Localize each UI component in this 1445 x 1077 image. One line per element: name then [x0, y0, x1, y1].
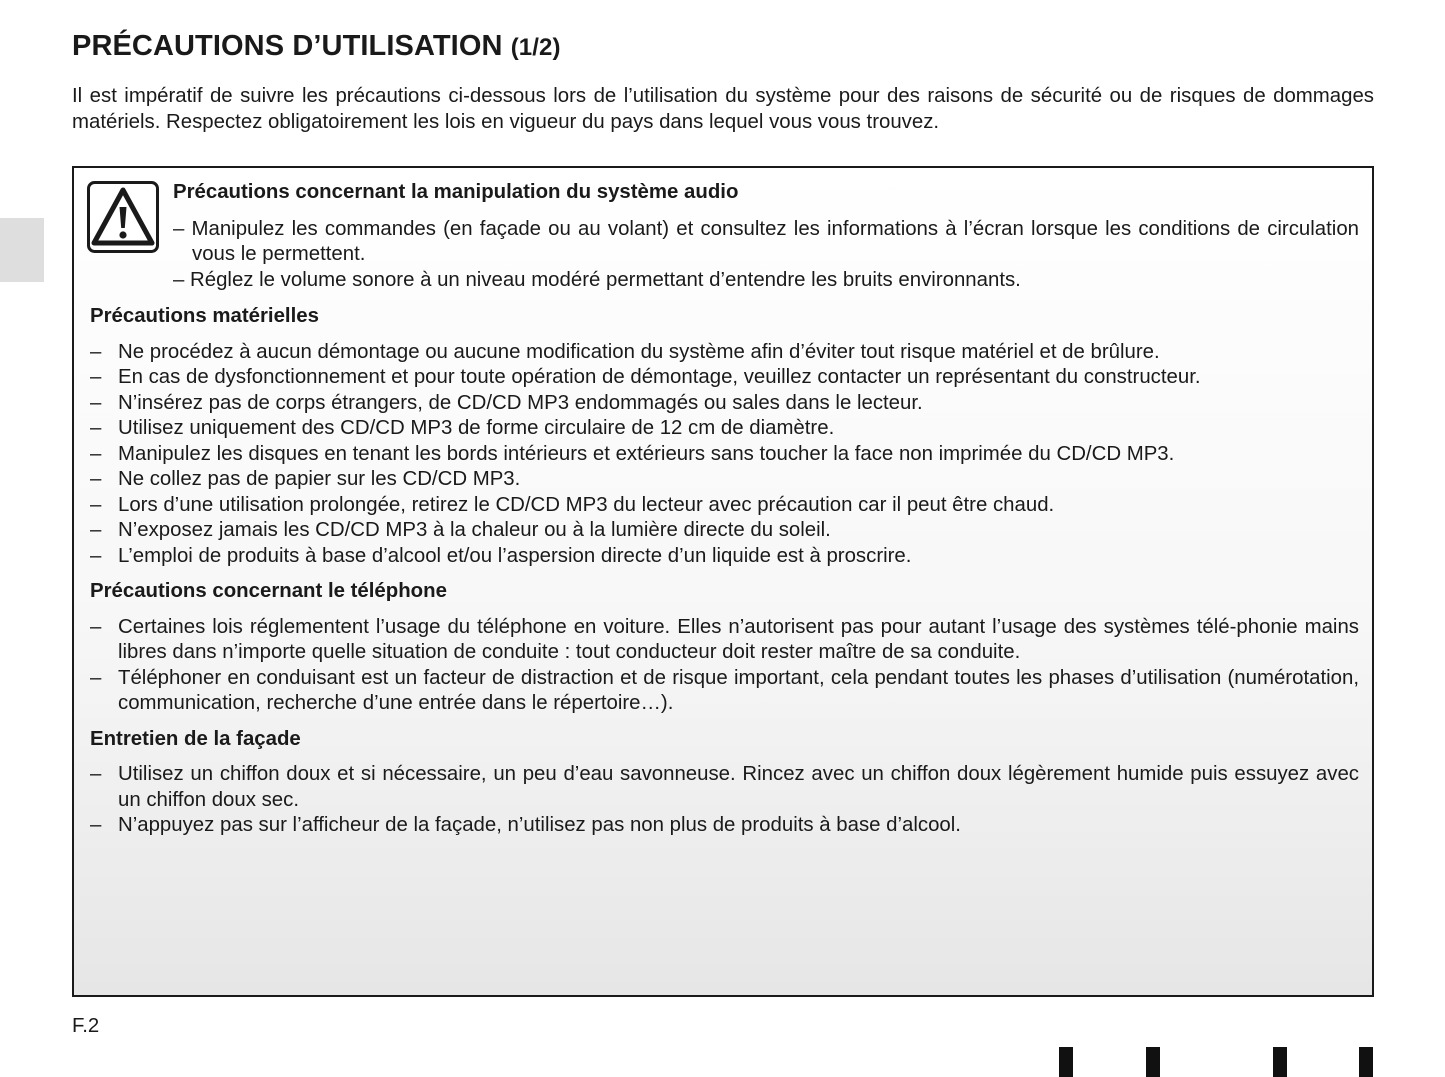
print-registration-marks [0, 1047, 1445, 1077]
list-item: – Manipulez les disques en tenant les bords intérieurs et extérieurs sans toucher la face non imprimée du CD/CD MP3. [90, 442, 1359, 468]
intro-paragraph: Il est impératif de suivre les précautions ci-dessous lors de l’utilisation du système pour des raisons de sécurité ou de risques de dommages matériels. Respectez obligatoirement les lois en vigueur du pays dans lequel vous vous trouvez. [72, 85, 1374, 133]
precaution-sections [90, 304, 1359, 839]
list-item: – Utilisez un chiffon doux et si nécessaire, un peu d’eau savonneuse. Rincez avec un chiffon doux légèrement humide puis essuyez avec un chiffon doux sec. [90, 762, 1359, 813]
list-item: – Ne procédez à aucun démontage ou aucune modification du système afin d’éviter tout risque matériel et de brûlure. [90, 340, 1359, 366]
warning-box [72, 166, 1374, 997]
list-item: – N’insérez pas de corps étrangers, de CD/CD MP3 endommagés ou sales dans le lecteur. [90, 391, 1359, 417]
phone-precautions-title: Précautions concernant le téléphone [90, 580, 447, 602]
warning-triangle-icon [87, 181, 159, 253]
phone-precautions [90, 579, 1359, 717]
list-item: – Lors d’une utilisation prolongée, retirez le CD/CD MP3 du lecteur avec précaution car il peut être chaud. [90, 493, 1359, 519]
material-precautions [90, 304, 1359, 569]
registration-mark [1273, 1047, 1287, 1077]
faceplate-care-title: Entretien de la façade [90, 727, 301, 750]
list-item: – L’emploi de produits à base d’alcool et/ou l’aspersion directe d’un liquide est à proscrire. [90, 544, 1359, 570]
list-item: – Réglez le volume sonore à un niveau modéré permettant d’entendre les bruits environnants. [173, 268, 1021, 291]
list-item: – N’exposez jamais les CD/CD MP3 à la chaleur ou à la lumière directe du soleil. [90, 518, 1359, 544]
registration-mark [1359, 1047, 1373, 1077]
list-item: – En cas de dysfonctionnement et pour toute opération de démontage, veuillez contacter un représentant du constructeur. [90, 365, 1359, 391]
page-title [72, 30, 561, 63]
registration-mark [1146, 1047, 1160, 1077]
side-tab-marker [0, 218, 44, 282]
material-precautions-list [90, 340, 1359, 570]
list-item: – Ne collez pas de papier sur les CD/CD MP3. [90, 467, 1359, 493]
audio-precautions-title: Précautions concernant la manipulation du système audio [173, 181, 739, 203]
audio-precautions-list [173, 217, 1359, 294]
list-item: – N’appuyez pas sur l’afficheur de la façade, n’utilisez pas non plus de produits à base d’alcool. [90, 813, 1359, 839]
page-title-text: PRÉCAUTIONS D’UTILISATION [72, 30, 503, 62]
list-item: – Téléphoner en conduisant est un facteur de distraction et de risque important, cela pendant toutes les phases d’utilisation (numérotation, communication, recherche d’une entrée dans le répertoire…). [90, 666, 1359, 717]
registration-mark [1059, 1047, 1073, 1077]
material-precautions-title: Précautions matérielles [90, 305, 319, 327]
page-title-suffix: (1/2) [510, 34, 561, 61]
list-item: – Certaines lois réglementent l’usage du téléphone en voiture. Elles n’autorisent pas pour autant l’usage des systèmes télé-phonie mains libres dans n’importe quelle situation de conduite : tout conducteur doit rester maître de sa conduite. [90, 615, 1359, 666]
list-item: – Manipulez les commandes (en façade ou au volant) et consultez les informations à l’écran lorsque les conditions de circulation vous le permettent. [173, 217, 1359, 265]
phone-precautions-list [90, 615, 1359, 717]
list-item: – Utilisez uniquement des CD/CD MP3 de forme circulaire de 12 cm de diamètre. [90, 416, 1359, 442]
faceplate-care [90, 727, 1359, 839]
faceplate-care-list [90, 762, 1359, 839]
audio-precautions [173, 180, 1359, 293]
page-number: F.2 [72, 1015, 100, 1037]
